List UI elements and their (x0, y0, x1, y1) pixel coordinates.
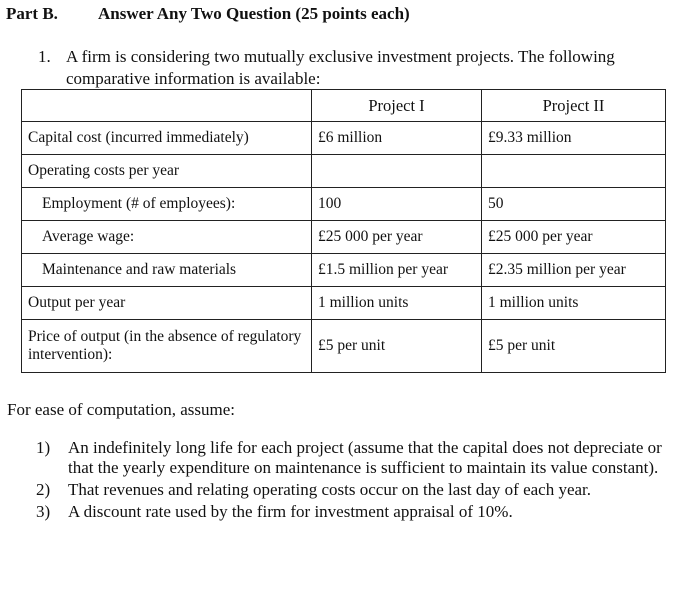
project1-cell: £5 per unit (312, 320, 482, 373)
assumptions-intro: For ease of computation, assume: (7, 400, 236, 419)
table-row (22, 122, 666, 155)
project2-cell: 50 (482, 188, 666, 221)
section-heading (6, 4, 410, 24)
project1-cell: £1.5 million per year (312, 254, 482, 287)
project2-cell: £9.33 million (482, 122, 666, 155)
row-label: Employment (# of employees): (22, 188, 312, 221)
project1-cell: 100 (312, 188, 482, 221)
project1-cell: £25 000 per year (312, 221, 482, 254)
table-header-cell: Project I (312, 90, 482, 122)
row-label: Capital cost (incurred immediately) (22, 122, 312, 155)
question-text: A firm is considering two mutually exclusive investment projects. The following comparative information is available: (66, 47, 615, 88)
assumptions-list (36, 438, 676, 524)
list-item (36, 480, 676, 500)
table-row (22, 254, 666, 287)
table-row (22, 155, 666, 188)
project1-cell: £6 million (312, 122, 482, 155)
project2-cell: 1 million units (482, 287, 666, 320)
row-label: Average wage: (22, 221, 312, 254)
table-row (22, 188, 666, 221)
list-text: That revenues and relating operating costs occur on the last day of each year. (68, 480, 592, 499)
project2-cell: £5 per unit (482, 320, 666, 373)
part-label: Part B. (6, 4, 58, 23)
list-item (36, 438, 676, 478)
table-header-cell (22, 90, 312, 122)
project1-cell: 1 million units (312, 287, 482, 320)
table-header-cell: Project II (482, 90, 666, 122)
list-item (36, 502, 676, 522)
list-text: An indefinitely long life for each project (assume that the capital does not depreciate or that the yearly expenditure on maintenance is sufficient to maintain its value constant). (68, 438, 662, 477)
project2-cell: £2.35 million per year (482, 254, 666, 287)
question-intro (38, 46, 678, 90)
row-label: Maintenance and raw materials (22, 254, 312, 287)
table-row (22, 221, 666, 254)
project1-cell (312, 155, 482, 188)
list-marker: 2) (36, 480, 51, 499)
list-marker: 1) (36, 438, 51, 457)
row-label: Output per year (22, 287, 312, 320)
table-header-row (22, 90, 666, 122)
project2-cell: £25 000 per year (482, 221, 666, 254)
row-label: Operating costs per year (22, 155, 312, 188)
list-marker: 3) (36, 502, 51, 521)
list-text: A discount rate used by the firm for investment appraisal of 10%. (68, 502, 513, 521)
table-row (22, 320, 666, 373)
table-row (22, 287, 666, 320)
question-number: 1. (38, 47, 51, 66)
part-title: Answer Any Two Question (25 points each) (98, 4, 410, 23)
comparison-table (21, 89, 666, 373)
row-label: Price of output (in the absence of regulatory intervention): (22, 320, 312, 373)
project2-cell (482, 155, 666, 188)
